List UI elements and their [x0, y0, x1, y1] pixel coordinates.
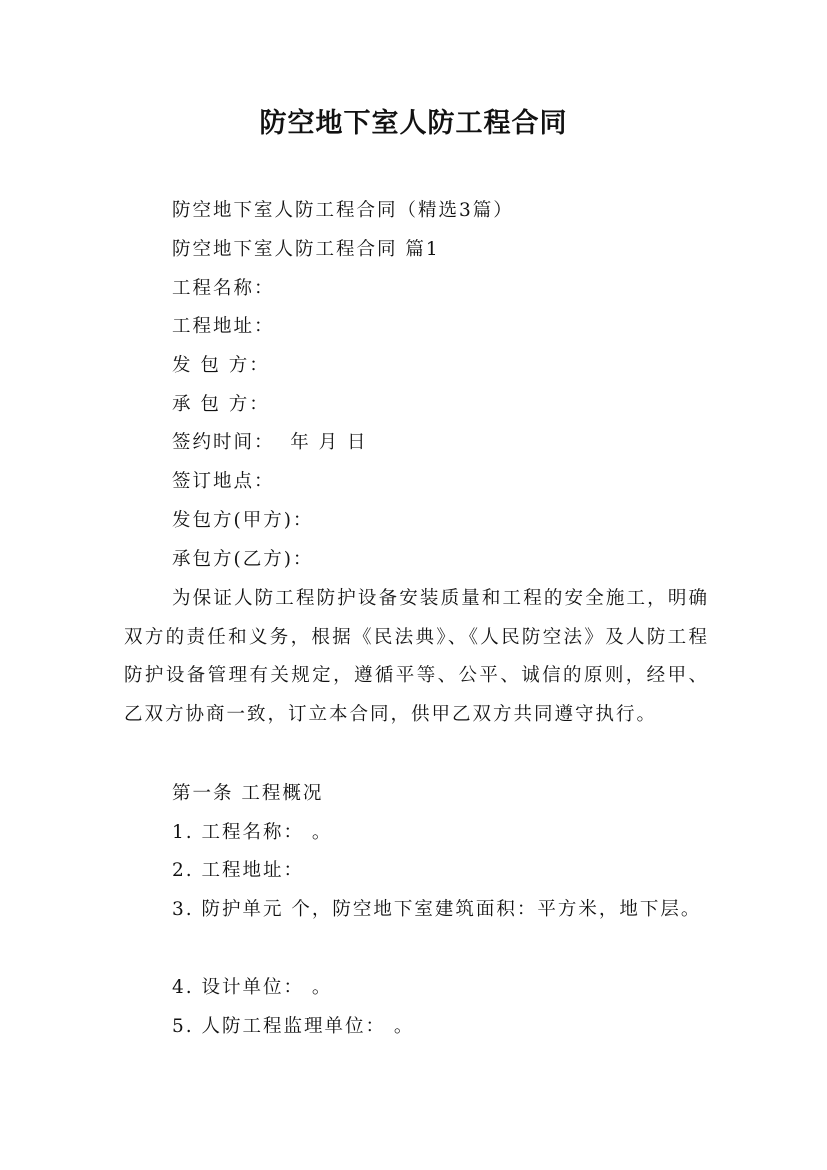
signing-place-field: 签订地点：: [172, 471, 275, 492]
project-address-field: 工程地址：: [172, 316, 275, 337]
document-subtitle: 防空地下室人防工程合同（精选3篇）: [172, 200, 514, 221]
article-1-item-1: 1. 工程名称： 。: [172, 822, 333, 843]
signing-date-field: 签约时间： 年 月 日: [172, 432, 368, 453]
document-title: 防空地下室人防工程合同: [259, 108, 568, 139]
article-1-item-4: 4. 设计单位： 。: [172, 977, 333, 998]
article-1-heading: 第一条 工程概况: [172, 783, 324, 804]
project-name-field: 工程名称：: [172, 278, 275, 299]
employer-field: 发 包 方：: [172, 355, 270, 376]
article-1-item-3: 3. 防护单元 个，防空地下室建筑面积：平方米，地下层。: [172, 899, 702, 920]
article-1-item-5: 5. 人防工程监理单位： 。: [172, 1016, 415, 1037]
article-1-item-2: 2. 工程地址：: [172, 860, 305, 881]
section-heading: 防空地下室人防工程合同 篇1: [172, 239, 440, 260]
party-b-field: 承包方(乙方)：: [172, 549, 314, 570]
party-a-field: 发包方(甲方)：: [172, 510, 314, 531]
contractor-field: 承 包 方：: [172, 394, 270, 415]
intro-paragraph: 为保证人防工程防护设备安装质量和工程的安全施工，明确双方的责任和义务，根据《民法典》、《人民防空法》及人防工程防护设备管理有关规定，遵循平等、公平、诚信的原则，经甲、乙双方协商一致，订立本合同，供甲乙双方共同遵守执行。: [124, 588, 709, 725]
